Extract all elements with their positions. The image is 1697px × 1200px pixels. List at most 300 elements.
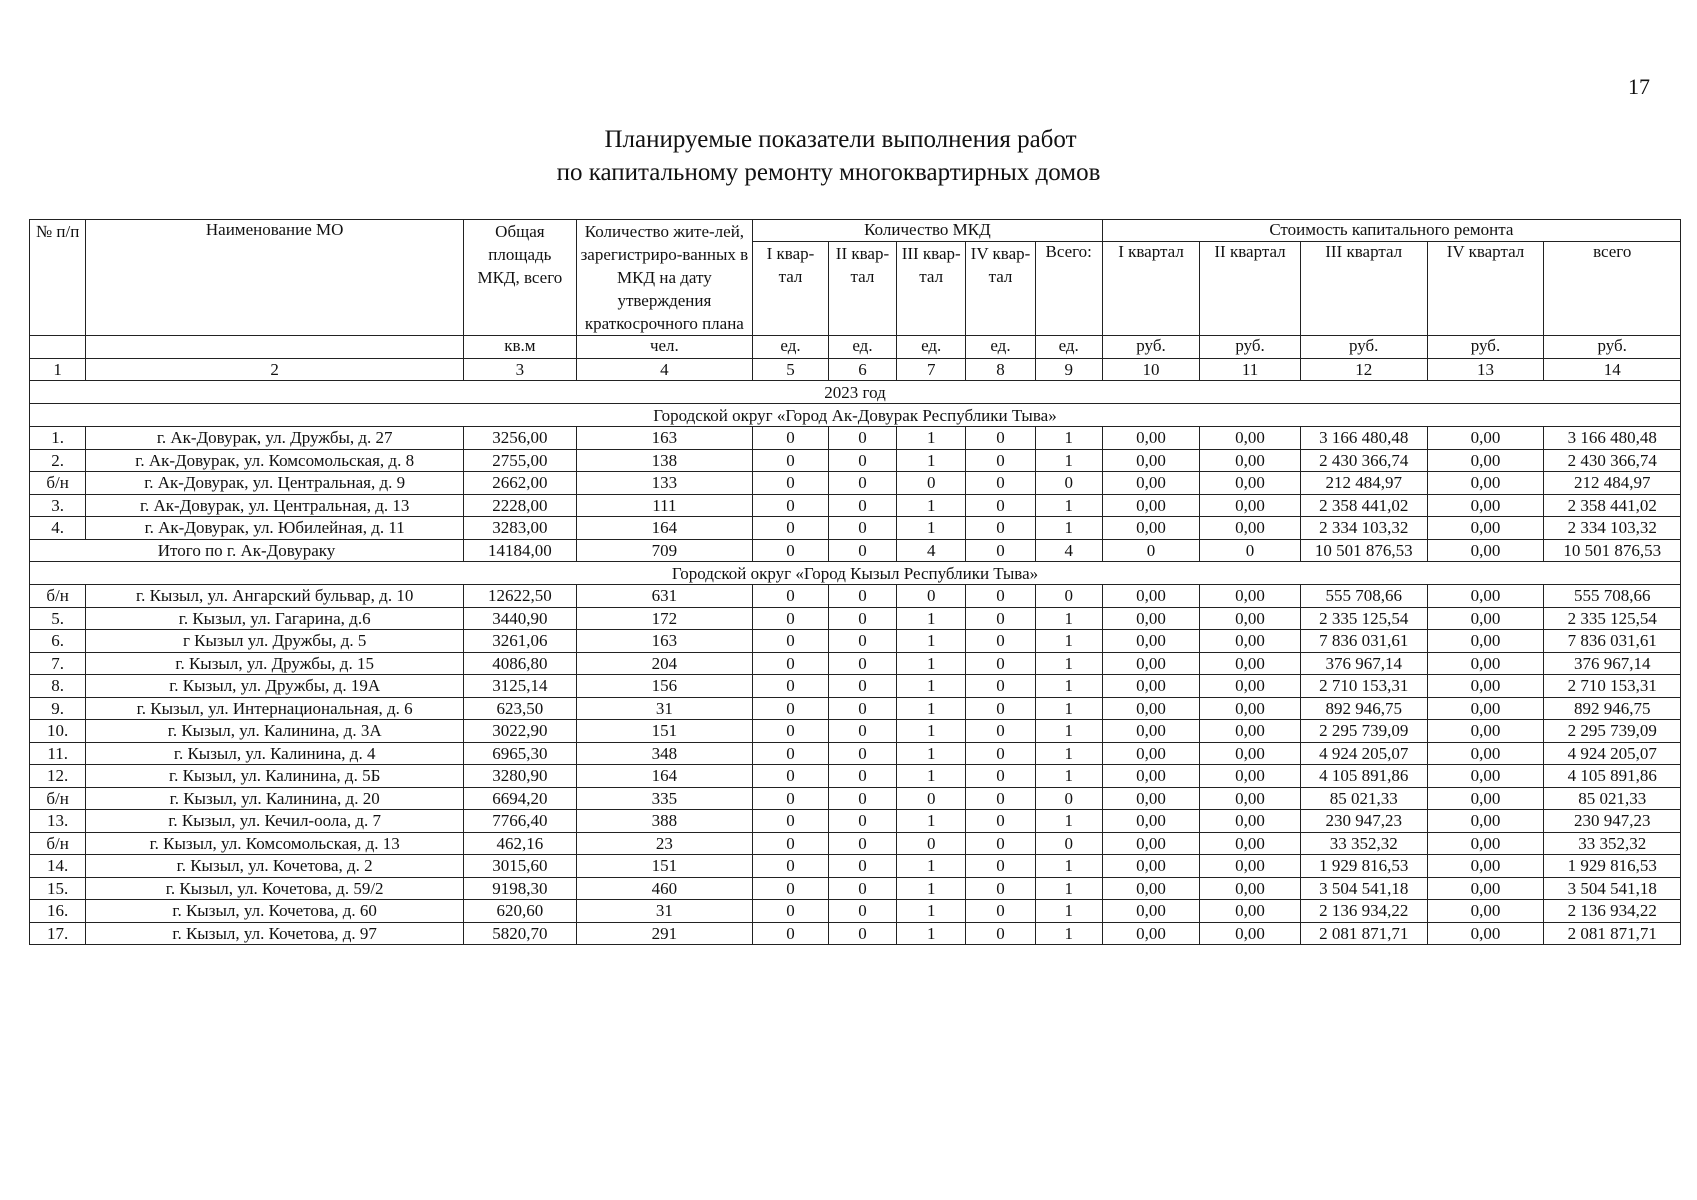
table-cell: 0 [1035,787,1102,810]
table-cell: 0,00 [1427,630,1544,653]
table-cell: 1 [1035,877,1102,900]
unit-cell: ед. [897,336,966,359]
column-number: 9 [1035,359,1102,381]
column-number: 10 [1102,359,1199,381]
table-cell: 7. [30,652,86,675]
header-residents: Количество жите-лей, зарегистриро-ванных в МКД на дату утверждения краткосрочного плана [576,220,752,336]
table-cell: 0 [828,630,896,653]
table-cell: 0,00 [1427,697,1544,720]
table-cell: 4 105 891,86 [1544,765,1681,788]
table-cell: 0 [753,494,829,517]
table-cell: 0 [753,900,829,923]
header-mkd-q4: IV квар-тал [966,242,1035,336]
table-cell: 0 [828,675,896,698]
table-cell: 709 [576,539,752,562]
table-cell: 31 [576,900,752,923]
table-cell: 0 [966,765,1035,788]
table-cell: 0,00 [1427,675,1544,698]
table-cell: 9. [30,697,86,720]
table-cell: 0 [753,832,829,855]
section-title: Городской округ «Город Кызыл Республики Тыва» [30,562,1681,585]
table-cell: 0 [753,810,829,833]
table-cell: 0 [966,427,1035,450]
table-cell: 0 [828,877,896,900]
table-cell: г. Кызыл, ул. Гагарина, д.6 [86,607,464,630]
table-cell: 0 [1035,832,1102,855]
table-cell: 3280,90 [464,765,577,788]
table-cell: 2 295 739,09 [1544,720,1681,743]
table-cell: 6965,30 [464,742,577,765]
table-cell: 212 484,97 [1544,472,1681,495]
table-cell: 1 [897,427,966,450]
header-mkd-q1: I квар-тал [753,242,829,336]
table-cell: 15. [30,877,86,900]
table-cell: 0 [828,832,896,855]
table-cell: 1 [1035,494,1102,517]
table-cell: 0,00 [1200,517,1301,540]
table-cell: 0 [753,585,829,608]
table-cell: 462,16 [464,832,577,855]
table-cell: 163 [576,427,752,450]
table-cell: 0 [753,427,829,450]
table-cell: 2 335 125,54 [1300,607,1427,630]
table-cell: 2 430 366,74 [1544,449,1681,472]
table-cell: 0,00 [1200,742,1301,765]
table-cell: 2 430 366,74 [1300,449,1427,472]
table-cell: 0 [966,630,1035,653]
table-cell: 0,00 [1102,900,1199,923]
table-cell: 0,00 [1200,810,1301,833]
table-cell: 204 [576,652,752,675]
table-cell: 0,00 [1427,585,1544,608]
table-cell: 10 501 876,53 [1544,539,1681,562]
table-cell: 111 [576,494,752,517]
total-label: Итого по г. Ак-Довураку [30,539,464,562]
table-cell: 0,00 [1102,630,1199,653]
table-cell: 2 334 103,32 [1544,517,1681,540]
table-cell: 0,00 [1200,877,1301,900]
header-mkd-q2: II квар-тал [828,242,896,336]
table-cell: г. Кызыл, ул. Комсомольская, д. 13 [86,832,464,855]
table-row [30,630,1681,653]
table-cell: 0,00 [1102,517,1199,540]
table-row [30,810,1681,833]
table-row [30,517,1681,540]
column-number: 1 [30,359,86,381]
table-cell: г. Кызыл, ул. Дружбы, д. 15 [86,652,464,675]
table-cell: 0,00 [1200,652,1301,675]
unit-cell: чел. [576,336,752,359]
unit-cell: ед. [828,336,896,359]
header-cost-group: Стоимость капитального ремонта [1102,220,1680,242]
table-cell: 0,00 [1200,630,1301,653]
table-cell: 291 [576,922,752,945]
table-cell: 0,00 [1427,855,1544,878]
table-cell: 1 [1035,810,1102,833]
table-cell: 16. [30,900,86,923]
table-cell: 4 [1035,539,1102,562]
table-body [30,381,1681,945]
table-cell: 1 [897,652,966,675]
table-cell: 3440,90 [464,607,577,630]
table-cell: 2 335 125,54 [1544,607,1681,630]
table-cell: 2. [30,449,86,472]
table-cell: 2 295 739,09 [1300,720,1427,743]
table-cell: 0 [753,720,829,743]
table-cell: 17. [30,922,86,945]
table-cell: 1 [897,720,966,743]
table-cell: 0 [828,449,896,472]
table-cell: 4. [30,517,86,540]
table-cell: 4 105 891,86 [1300,765,1427,788]
table-cell: 0 [1102,539,1199,562]
table-cell: 0 [753,539,829,562]
table-row [30,922,1681,945]
table-cell: 0 [966,539,1035,562]
table-cell: 0 [753,877,829,900]
header-cost-q3: III квартал [1300,242,1427,336]
table-cell: 164 [576,765,752,788]
table-cell: 0,00 [1427,449,1544,472]
table-cell: 0 [753,472,829,495]
table-cell: 0 [966,787,1035,810]
table-cell: 2228,00 [464,494,577,517]
table-cell: 0 [828,585,896,608]
table-cell: 0,00 [1200,675,1301,698]
table-cell: 0,00 [1102,472,1199,495]
header-area: Общая площадь МКД, всего [464,220,577,336]
table-cell: 0 [828,517,896,540]
table-cell: 0,00 [1102,607,1199,630]
table-cell: 0,00 [1200,607,1301,630]
table-cell: 1 [1035,652,1102,675]
table-row [30,449,1681,472]
table-cell: 1 [897,810,966,833]
table-cell: 2 358 441,02 [1300,494,1427,517]
table-cell: 5820,70 [464,922,577,945]
table-cell: 2 136 934,22 [1300,900,1427,923]
table-cell: 620,60 [464,900,577,923]
table-row [30,787,1681,810]
table-cell: 0 [753,742,829,765]
table-cell: 0,00 [1200,585,1301,608]
table-cell: г. Ак-Довурак, ул. Юбилейная, д. 11 [86,517,464,540]
header-num: № п/п [30,220,86,336]
table-cell: 0,00 [1102,494,1199,517]
table-cell: г. Кызыл, ул. Кечил-оола, д. 7 [86,810,464,833]
table-cell: 0,00 [1102,742,1199,765]
document-title-line-1: Планируемые показатели выполнения работ [604,126,1077,153]
table-cell: 2 358 441,02 [1544,494,1681,517]
table-cell: 3015,60 [464,855,577,878]
table-cell: 8. [30,675,86,698]
table-cell: 151 [576,855,752,878]
table-cell: 1 [1035,607,1102,630]
table-cell: 0,00 [1200,720,1301,743]
table-cell: г. Кызыл, ул. Кочетова, д. 60 [86,900,464,923]
table-cell: 0,00 [1102,877,1199,900]
table-cell: 2 334 103,32 [1300,517,1427,540]
table-cell: 0 [966,675,1035,698]
table-cell: 138 [576,449,752,472]
table-cell: 0 [753,787,829,810]
table-cell: 0 [828,494,896,517]
table-cell: 0 [966,585,1035,608]
header-mkd-q3: III квар-тал [897,242,966,336]
table-cell: 4086,80 [464,652,577,675]
table-cell: 555 708,66 [1300,585,1427,608]
document-title-line-2: по капитальному ремонту многоквартирных домов [556,159,1101,186]
table-cell: 0 [1200,539,1301,562]
table-cell: 12. [30,765,86,788]
table-cell: 0,00 [1427,517,1544,540]
table-cell: 0 [966,877,1035,900]
table-cell: 1 [897,877,966,900]
unit-cell [86,336,464,359]
table-cell: 0,00 [1427,765,1544,788]
header-mkd-total: Всего: [1035,242,1102,336]
table-cell: 0 [966,855,1035,878]
table-cell: 133 [576,472,752,495]
table-cell: 1 [897,517,966,540]
table-cell: 0 [753,697,829,720]
table-cell: 1 [1035,427,1102,450]
table-cell: 10 501 876,53 [1300,539,1427,562]
table-cell: 0,00 [1102,810,1199,833]
table-cell: г. Кызыл, ул. Калинина, д. 20 [86,787,464,810]
table-cell: 0 [897,472,966,495]
table-row [30,427,1681,450]
table-cell: 1 [1035,449,1102,472]
table-cell: 6694,20 [464,787,577,810]
table-cell: 12622,50 [464,585,577,608]
table-cell: 1 [897,855,966,878]
table-cell: 0,00 [1427,472,1544,495]
unit-cell: руб. [1300,336,1427,359]
column-number: 13 [1427,359,1544,381]
table-cell: 1 [1035,517,1102,540]
table-cell: 892 946,75 [1300,697,1427,720]
table-cell: 4 924 205,07 [1300,742,1427,765]
table-row [30,855,1681,878]
table-cell: 0 [966,697,1035,720]
unit-cell: руб. [1200,336,1301,359]
table-cell: 0 [966,810,1035,833]
table-cell: 0 [828,427,896,450]
table-cell: г. Ак-Довурак, ул. Центральная, д. 9 [86,472,464,495]
table-cell: 33 352,32 [1300,832,1427,855]
table-cell: 0,00 [1427,832,1544,855]
table-cell: 0,00 [1200,832,1301,855]
table-cell: г Кызыл ул. Дружбы, д. 5 [86,630,464,653]
table-cell: 1 [1035,630,1102,653]
table-cell: 31 [576,697,752,720]
table-cell: 0,00 [1427,742,1544,765]
table-cell: 1 [897,922,966,945]
table-cell: 10. [30,720,86,743]
table-cell: 0 [828,765,896,788]
table-cell: 0,00 [1102,449,1199,472]
table-cell: б/н [30,472,86,495]
table-cell: 0,00 [1427,427,1544,450]
table-cell: 0 [828,607,896,630]
table-cell: 0 [753,517,829,540]
table-cell: 3 166 480,48 [1544,427,1681,450]
table-cell: 0 [828,539,896,562]
table-cell: г. Кызыл, ул. Кочетова, д. 97 [86,922,464,945]
table-cell: 0 [966,900,1035,923]
table-cell: 2662,00 [464,472,577,495]
table-cell: 0 [966,607,1035,630]
unit-cell: кв.м [464,336,577,359]
table-cell: 0,00 [1102,720,1199,743]
table-cell: 0,00 [1427,607,1544,630]
table-cell: 0 [966,742,1035,765]
table-cell: 376 967,14 [1544,652,1681,675]
table-cell: 3261,06 [464,630,577,653]
table-row [30,765,1681,788]
table-cell: 13. [30,810,86,833]
table-cell: 1 929 816,53 [1300,855,1427,878]
unit-cell: руб. [1102,336,1199,359]
table-cell: 3283,00 [464,517,577,540]
unit-cell: руб. [1427,336,1544,359]
column-number: 5 [753,359,829,381]
table-cell: 0,00 [1102,675,1199,698]
table-cell: 7766,40 [464,810,577,833]
table-cell: 3125,14 [464,675,577,698]
table-cell: 164 [576,517,752,540]
table-cell: 2 710 153,31 [1544,675,1681,698]
column-number: 2 [86,359,464,381]
column-number: 12 [1300,359,1427,381]
table-cell: 623,50 [464,697,577,720]
table-cell: 212 484,97 [1300,472,1427,495]
table-cell: 0,00 [1427,720,1544,743]
table-cell: 555 708,66 [1544,585,1681,608]
table-cell: 14184,00 [464,539,577,562]
table-row [30,877,1681,900]
table-cell: б/н [30,832,86,855]
table-cell: 230 947,23 [1544,810,1681,833]
table-cell: 23 [576,832,752,855]
table-cell: г. Кызыл, ул. Интернациональная, д. 6 [86,697,464,720]
table-cell: 348 [576,742,752,765]
table-cell: 1. [30,427,86,450]
table-cell: 1 [897,607,966,630]
table-cell: б/н [30,787,86,810]
table-cell: 1 [1035,900,1102,923]
table-cell: 0 [753,652,829,675]
table-cell: г. Кызыл, ул. Дружбы, д. 19А [86,675,464,698]
table-cell: 2 081 871,71 [1300,922,1427,945]
table-row [30,832,1681,855]
table-row [30,697,1681,720]
table-cell: 0 [897,787,966,810]
table-cell: 0,00 [1200,427,1301,450]
table-cell: 0 [828,742,896,765]
column-number: 4 [576,359,752,381]
table-cell: 0,00 [1102,855,1199,878]
section-title: Городской округ «Город Ак-Довурак Республики Тыва» [30,404,1681,427]
table-cell: 172 [576,607,752,630]
table-cell: 1 [897,675,966,698]
header-cost-q4: IV квартал [1427,242,1544,336]
table-cell: 0,00 [1200,449,1301,472]
table-row [30,494,1681,517]
table-cell: 0,00 [1200,900,1301,923]
table-cell: 0 [966,472,1035,495]
table-cell: 0,00 [1200,697,1301,720]
total-row [30,539,1681,562]
capital-repair-table [29,219,1681,945]
table-cell: 0 [897,585,966,608]
table-cell: 0 [966,720,1035,743]
table-row [30,652,1681,675]
table-cell: 0,00 [1102,427,1199,450]
table-cell: 33 352,32 [1544,832,1681,855]
table-cell: 0 [828,922,896,945]
table-cell: 0 [828,787,896,810]
year-row: 2023 год [30,381,1681,404]
table-cell: г. Ак-Довурак, ул. Комсомольская, д. 8 [86,449,464,472]
table-cell: 3022,90 [464,720,577,743]
table-cell: 85 021,33 [1300,787,1427,810]
table-cell: 0,00 [1200,494,1301,517]
table-cell: 3 504 541,18 [1544,877,1681,900]
table-cell: 0 [828,900,896,923]
table-cell: 460 [576,877,752,900]
table-cell: 0 [828,472,896,495]
table-row [30,742,1681,765]
table-cell: 0 [753,675,829,698]
table-row [30,585,1681,608]
column-number: 14 [1544,359,1681,381]
column-number: 11 [1200,359,1301,381]
table-cell: 3 166 480,48 [1300,427,1427,450]
table-cell: 0 [753,922,829,945]
table-cell: 2 710 153,31 [1300,675,1427,698]
table-cell: 151 [576,720,752,743]
header-cost-q2: II квартал [1200,242,1301,336]
table-cell: 2 081 871,71 [1544,922,1681,945]
header-cost-q1: I квартал [1102,242,1199,336]
table-cell: 0 [966,449,1035,472]
table-cell: 7 836 031,61 [1544,630,1681,653]
page-number: 17 [1628,74,1650,99]
table-cell: 0 [966,494,1035,517]
table-cell: 335 [576,787,752,810]
table-cell: 0 [828,697,896,720]
table-cell: 1 [1035,720,1102,743]
table-cell: 0,00 [1427,900,1544,923]
table-cell: 0,00 [1427,652,1544,675]
table-cell: 0 [1035,472,1102,495]
table-cell: 1 [897,765,966,788]
table-cell: 11. [30,742,86,765]
table-cell: 85 021,33 [1544,787,1681,810]
table-cell: 0 [966,922,1035,945]
unit-cell: ед. [753,336,829,359]
table-cell: 388 [576,810,752,833]
table-cell: 4 924 205,07 [1544,742,1681,765]
table-row [30,607,1681,630]
table-cell: 892 946,75 [1544,697,1681,720]
table-cell: 0,00 [1102,922,1199,945]
unit-cell: ед. [966,336,1035,359]
table-cell: 1 [897,449,966,472]
table-row [30,472,1681,495]
